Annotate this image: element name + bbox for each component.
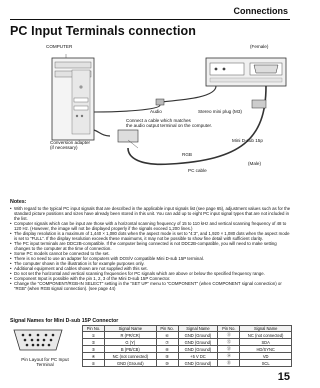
table-cell: GND (Ground) xyxy=(105,360,157,367)
table-cell: ⑫ xyxy=(218,339,240,346)
conversion-adapter-icon xyxy=(94,130,138,142)
table-cell: ① xyxy=(83,332,105,339)
mini-dsub-label: Mini D-sub 15p xyxy=(232,138,263,143)
column-header: Signal Name xyxy=(105,326,157,332)
table-cell: SDA xyxy=(240,339,292,346)
column-header: Pin No. xyxy=(156,326,178,332)
table-row xyxy=(83,360,292,367)
table-cell: G (Y) xyxy=(105,339,157,346)
header-divider xyxy=(10,19,290,20)
table-cell: +5 V DC xyxy=(178,353,218,360)
table-cell: ⑩ xyxy=(156,360,178,367)
male-label: (Male) xyxy=(248,161,262,166)
display-panel-icon xyxy=(206,58,286,86)
table-cell: ⑧ xyxy=(156,346,178,353)
signal-names-title: Signal Names for Mini D-sub 15P Connector xyxy=(10,318,119,324)
table-cell: ⑬ xyxy=(218,346,240,353)
table-cell: ⑪ xyxy=(218,332,240,339)
pin-layout-caption: Pin Layout for PC Input Terminal xyxy=(21,357,69,368)
connection-diagram xyxy=(10,40,292,200)
table-cell: ② xyxy=(83,339,105,346)
rgb-label: RGB xyxy=(182,152,192,157)
table-cell: R (PR/CR) xyxy=(105,332,157,339)
section-title: Connections xyxy=(233,6,288,16)
notes-title: Notes: xyxy=(10,199,27,205)
computer-label: COMPUTER xyxy=(46,44,73,49)
page-title: PC Input Terminals connection xyxy=(10,24,197,38)
table-cell: ⑤ xyxy=(83,360,105,367)
note-item: • Do not set the horizontal and vertical scanning frequencies for PC signals which are above or below the specified frequency range. xyxy=(10,271,292,276)
note-item: • Change the “COMPONENT/RGB-IN SELECT” setting in the “SET UP” menu to “COMPONENT” (when COMPONENT signal connection) or “RGB” (when RGB signal connection). (see page 44) xyxy=(10,281,292,291)
note-item: • The PC input terminals are DDC2B-compatible. If the computer being connected is not DDC2B-compatible, you will need to make setting changes to the computer at the time of connection. xyxy=(10,241,292,251)
page-number: 15 xyxy=(277,371,290,383)
note-item: • Some PC models cannot be connected to the set. xyxy=(10,251,292,256)
table-cell: ④ xyxy=(83,353,105,360)
pc-cable-label: PC cable xyxy=(188,168,207,173)
table-cell: ③ xyxy=(83,346,105,353)
column-header: Signal Name xyxy=(240,326,292,332)
computer-icon xyxy=(52,58,94,140)
note-item: • The computer shown in the illustration is for example purposes only. xyxy=(10,261,292,266)
note-item: • Additional equipment and cables shown are not supplied with this set. xyxy=(10,266,292,271)
table-cell: ⑨ xyxy=(156,353,178,360)
table-row xyxy=(83,339,292,346)
table-cell: ⑦ xyxy=(156,339,178,346)
stereo-plug-label: Stereo mini plug (M3) xyxy=(198,109,242,114)
conversion-adapter-label: Conversion adapter xyxy=(50,140,91,145)
table-cell: HD/SYNC xyxy=(240,346,292,353)
table-cell: ⑥ xyxy=(156,332,178,339)
female-label: (Female) xyxy=(250,44,269,49)
table-cell: ⑭ xyxy=(218,353,240,360)
dsub-connector-icon xyxy=(10,326,76,358)
table-cell: GND (Ground) xyxy=(178,346,218,353)
table-cell: GND (Ground) xyxy=(178,332,218,339)
table-cell: GND (Ground) xyxy=(178,360,218,367)
note-item: • With regard to the typical PC input signals that are described in the applicable input signals list (see page 65), adjustment values such as for the standard picture positions and sizes have already been stored in this unit. You can add up to eight PC input signal types that are not included in the list. xyxy=(10,206,292,221)
column-header: Pin No. xyxy=(83,326,105,332)
notes-section xyxy=(10,199,292,291)
table-cell: GND (Ground) xyxy=(178,339,218,346)
table-cell: VD xyxy=(240,353,292,360)
table-cell: SCL xyxy=(240,360,292,367)
notes-list xyxy=(10,206,292,292)
table-cell: NC (not connected) xyxy=(105,353,157,360)
table-cell: B (PB/CB) xyxy=(105,346,157,353)
connect-note-2: the audio output terminal on the computer. xyxy=(126,123,213,128)
conversion-adapter-note: (if necessary) xyxy=(50,145,78,150)
table-row xyxy=(83,346,292,353)
signal-names-table xyxy=(82,325,292,367)
table-cell: NC (not connected) xyxy=(240,332,292,339)
note-item: • There is no need to use an adapter for computers with DOS/V compatible Mini D-sub 15P terminal. xyxy=(10,256,292,261)
column-header: Signal Name xyxy=(178,326,218,332)
table-row xyxy=(83,353,292,360)
table-cell: ⑮ xyxy=(218,360,240,367)
note-item: • The display resolution is a maximum of 1,440 × 1,080 dots when the aspect mode is set to “4:3”, and 1,920 × 1,080 dots when the aspect mode is set to “FULL”. If the display resolution exceeds these maximums, it may not be possible to show fine detail with sufficient clarity. xyxy=(10,231,292,241)
audio-label: Audio xyxy=(150,109,162,114)
note-item: • Component Input is possible with the pin 1, 2, 3 of the Mini D-sub 15P Connector. xyxy=(10,276,292,281)
column-header: Pin No. xyxy=(218,326,240,332)
table-row xyxy=(83,332,292,339)
connect-note-1: Connect a cable which matches xyxy=(126,118,191,123)
note-item: • Computer signals which can be input are those with a horizontal scanning frequency of 15 to 110 kHz and vertical scanning frequency of 48 to 120 Hz. (However, the image will not be displayed properly if the signals exceed 1,200 lines.) xyxy=(10,221,292,231)
header-bar xyxy=(0,0,300,22)
